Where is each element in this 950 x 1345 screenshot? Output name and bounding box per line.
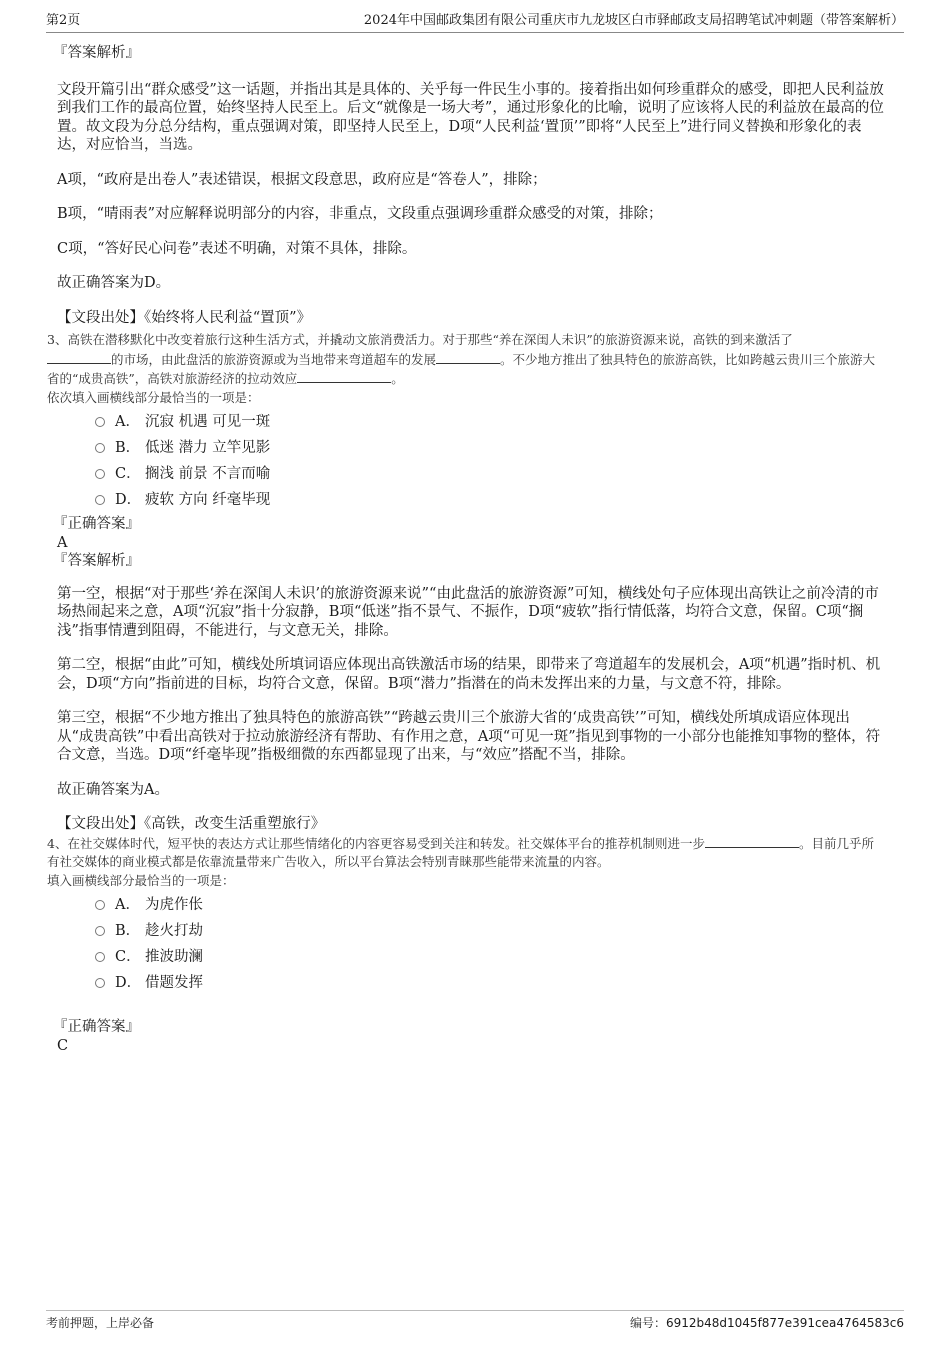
q2-source: 【文段出处】《始终将人民利益“置顶”》 bbox=[57, 309, 312, 326]
document-body bbox=[47, 44, 885, 1055]
q2-analysis-paragraph: 文段开篇引出“群众感受”这一话题，并指出其是具体的、关乎每一件民生小事的。接着指出如何珍重群众的感受，即把人民利益放到我们工作的最高位置，始终坚持人民至上。后文“就像是一场大考”，通过形象化的比喻，说明了应该将人民的利益放在最高的位置。故文段为分总分结构，重点强调对策，即坚持人民至上，D项“人民利益‘置顶’”即将“人民至上”进行同义替换和形象化的表达，对应恰当，当选。 bbox=[57, 81, 884, 153]
q4-options bbox=[95, 890, 885, 994]
radio-icon[interactable] bbox=[95, 926, 105, 936]
q3-prompt: 依次填入画横线部分最恰当的一项是： bbox=[47, 389, 260, 405]
q3-conclusion: 故正确答案为A。 bbox=[57, 781, 169, 798]
q3-answer: A bbox=[57, 534, 68, 551]
q4-answer-label: 『正确答案』 bbox=[53, 1019, 140, 1035]
q4-option-a[interactable]: A． 为虎作伥 bbox=[95, 890, 885, 916]
radio-icon[interactable] bbox=[95, 978, 105, 988]
q3-option-d[interactable]: D． 疲软 方向 纤毫毕现 bbox=[95, 485, 885, 511]
q3-option-b[interactable]: B． 低迷 潜力 立竿见影 bbox=[95, 433, 885, 459]
q3-analysis-paragraph-2: 第二空，根据“由此”可知，横线处所填词语应体现出高铁激活市场的结果，即带来了弯道超车的发展机会，A项“机遇”指时机、机会，D项“方向”指前进的目标，均符合文意，保留。B项“潜力”指潜在的尚未发挥出来的力量，与文意不符，排除。 bbox=[57, 657, 881, 692]
q3-option-c[interactable]: C． 搁浅 前景 不言而喻 bbox=[95, 459, 885, 485]
q3-blank-1 bbox=[47, 350, 111, 364]
q4-option-d[interactable]: D． 借题发挥 bbox=[95, 968, 885, 994]
radio-icon[interactable] bbox=[95, 900, 105, 910]
q3-analysis-label: 『答案解析』 bbox=[53, 553, 140, 569]
q2-analysis-option-b: B项，“晴雨表”对应解释说明部分的内容，非重点，文段重点强调珍重群众感受的对策，排除； bbox=[57, 206, 663, 222]
q3-source: 【文段出处】《高铁，改变生活重塑旅行》 bbox=[57, 816, 326, 832]
page-number: 第2页 bbox=[46, 13, 81, 28]
footer-slogan: 考前押题，上岸必备 bbox=[46, 1316, 155, 1330]
q4-option-c[interactable]: C． 推波助澜 bbox=[95, 942, 885, 968]
q4-question-text: 4、在社交媒体时代，短平快的表达方式让那些情绪化的内容更容易受到关注和转发。社交媒体平台的推荐机制则进一步 。目前几乎所有社交媒体的商业模式都是依靠流量带来广告收入，所以平台算法会特别青睐那些能带来流量的内容。 bbox=[47, 835, 874, 869]
radio-icon[interactable] bbox=[95, 952, 105, 962]
q2-conclusion: 故正确答案为D。 bbox=[57, 275, 171, 291]
document-title: 2024年中国邮政集团有限公司重庆市九龙坡区白市驿邮政支局招聘笔试冲刺题（带答案解析） bbox=[363, 13, 904, 28]
q3-blank-2 bbox=[436, 350, 500, 364]
q3-analysis-paragraph-1: 第一空，根据“对于那些‘养在深闺人未识’的旅游资源来说”“由此盘活的旅游资源”可知，横线处句子应体现出高铁让之前冷清的市场热闹起来之意，A项“沉寂”指十分寂静，B项“低迷”指不景气、不振作，D项“疲软”指行情低落，均符合文意，保留。C项“搁浅”指事情遭到阻碍，不能进行，与文意无关，排除。 bbox=[57, 585, 879, 639]
q4-prompt: 填入画横线部分最恰当的一项是： bbox=[47, 872, 235, 888]
radio-icon[interactable] bbox=[95, 495, 105, 505]
radio-icon[interactable] bbox=[95, 417, 105, 427]
q2-analysis-option-c: C项，“答好民心问卷”表述不明确，对策不具体，排除。 bbox=[57, 240, 417, 257]
q3-analysis-paragraph-3: 第三空，根据“不少地方推出了独具特色的旅游高铁”“跨越云贵川三个旅游大省的‘成贵高铁’”可知，横线处所填成语应体现出从“成贵高铁”中看出高铁对于拉动旅游经济有帮助、有作用之意，A项“可见一斑”指见到事物的一小部分也能推知事物的整体，符合文意，当选。D项“纤毫毕现”指极细微的东西都显现了出来，与“效应”搭配不当，排除。 bbox=[57, 710, 881, 763]
q4-blank bbox=[705, 834, 799, 848]
page-footer bbox=[46, 1310, 904, 1335]
q3-answer-label: 『正确答案』 bbox=[53, 516, 140, 532]
q3-question-text: 3、高铁在潜移默化中改变着旅行这种生活方式，并撬动文旅消费活力。对于那些“养在深闺人未识”的旅游资源来说，高铁的到来激活了 的市场，由此盘活的旅游资源或为当地带来弯道超车的发展 。不少地方推出了独具特色的旅游高铁，比如跨越云贵川三个旅游大省的“成贵高铁”，高铁对旅游经济的拉动效应 。 bbox=[47, 332, 876, 386]
q2-analysis-option-a: A项，“政府是出卷人”表述错误，根据文段意思，政府应是“答卷人”，排除； bbox=[57, 171, 547, 188]
q3-blank-3 bbox=[297, 369, 391, 383]
q2-analysis-label: 『答案解析』 bbox=[53, 45, 140, 61]
radio-icon[interactable] bbox=[95, 469, 105, 479]
q3-options bbox=[95, 407, 885, 511]
q3-option-a[interactable]: A． 沉寂 机遇 可见一斑 bbox=[95, 407, 885, 433]
radio-icon[interactable] bbox=[95, 443, 105, 453]
page-header bbox=[46, 10, 904, 33]
q4-option-b[interactable]: B． 趁火打劫 bbox=[95, 916, 885, 942]
q4-answer: C bbox=[57, 1037, 69, 1054]
document-code: 编号：6912b48d1045f877e391cea4764583c6 bbox=[629, 1316, 904, 1330]
